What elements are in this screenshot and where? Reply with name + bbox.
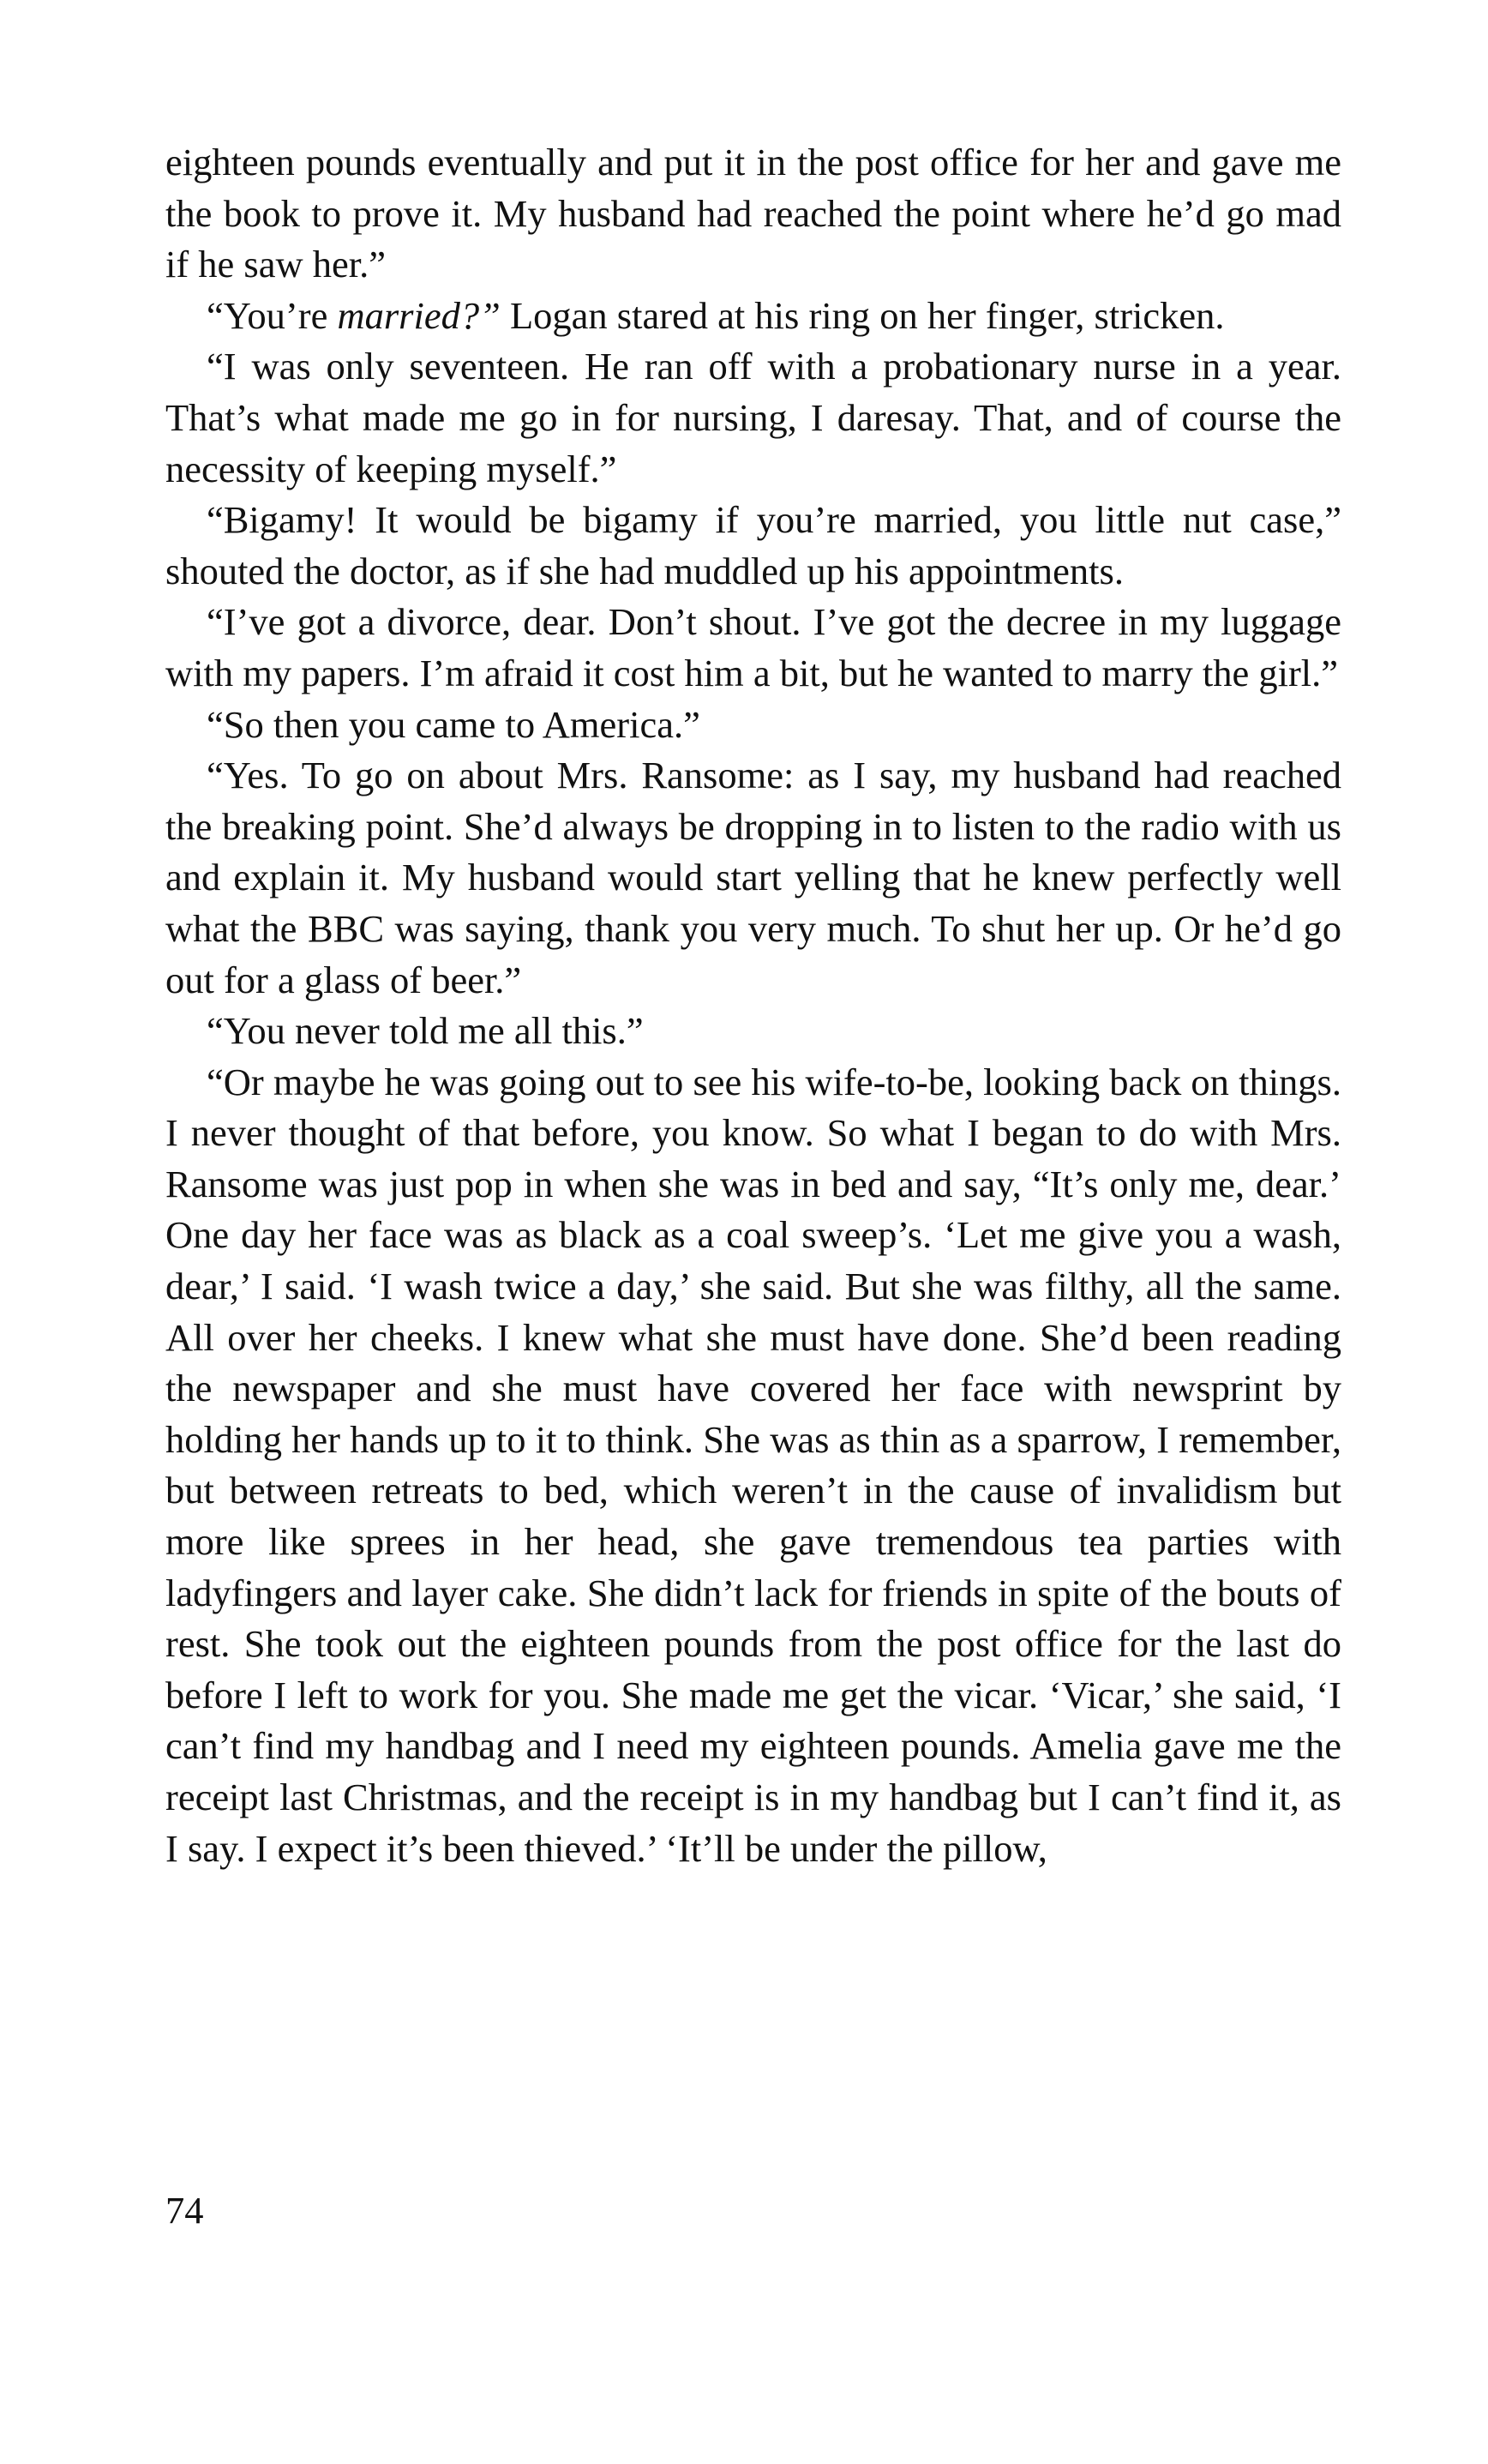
paragraph-1: eighteen pounds eventually and put it in the post office for her and gave me the book to prove it. My husband had reached the point where he’d go mad if he saw her.” (165, 141, 1341, 286)
emphasis-married: married?” (337, 293, 501, 337)
paragraph-2-after: Logan stared at his ring on her finger, stricken. (500, 293, 1225, 337)
paragraph-4: “Bigamy! It would be bigamy if you’re married, you little nut case,” shouted the doctor, as if she had muddled up his appointments. (165, 498, 1341, 592)
paragraph-5: “I’ve got a divorce, dear. Don’t shout. I’ve got the decree in my luggage with my papers. I’m afraid it cost him a bit, but he wanted to marry the girl.” (165, 600, 1341, 694)
paragraph-6: “So then you came to America.” (207, 702, 700, 746)
paragraph-2 (165, 291, 1341, 342)
paragraph-3: “I was only seventeen. He ran off with a probationary nurse in a year. That’s what made me go in for nursing, I daresay. That, and of course the necessity of keeping myself.” (165, 345, 1341, 490)
page-body (165, 137, 1341, 1874)
paragraph-7: “Yes. To go on about Mrs. Ransome: as I say, my husband had reached the breaking point. She’d always be dropping in to listen to the radio with us and explain it. My husband would start yelling that he knew perfectly well what the BBC was saying, thank you very much. To shut her up. Or he’d go out for a glass of beer.” (165, 754, 1341, 1001)
paragraph-2-before: “You’re (207, 293, 338, 337)
paragraph-9: “Or maybe he was going out to see his wife-to-be, looking back on things. I never thought of that before, you know. So what I began to do with Mrs. Ransome was just pop in when she was in bed and say, “It’s only me, dear.’ One day her face was as black as a coal sweep’s. ‘Let me give you a wash, dear,’ I said. ‘I wash twice a day,’ she said. But she was filthy, all the same. All over her cheeks. I knew what she must have done. She’d been reading the newspaper and she must have covered her face with newsprint by holding her hands up to it to think. She was as thin as a sparrow, I remember, but between retreats to bed, which weren’t in the cause of invalidism but more like sprees in her head, she gave tremendous tea parties with ladyfingers and layer cake. She didn’t lack for friends in spite of the bouts of rest. She took out the eighteen pounds from the post office for the last do before I left to work for you. She made me get the vicar. ‘Vicar,’ she said, ‘I can’t find my handbag and I need my eighteen pounds. Amelia gave me the receipt last Christmas, and the receipt is in my handbag but I can’t find it, as I say. I expect it’s been thieved.’ ‘It’ll be under the pillow, (165, 1060, 1341, 1870)
paragraph-8: “You never told me all this.” (207, 1009, 644, 1053)
page-number: 74 (165, 2189, 204, 2232)
